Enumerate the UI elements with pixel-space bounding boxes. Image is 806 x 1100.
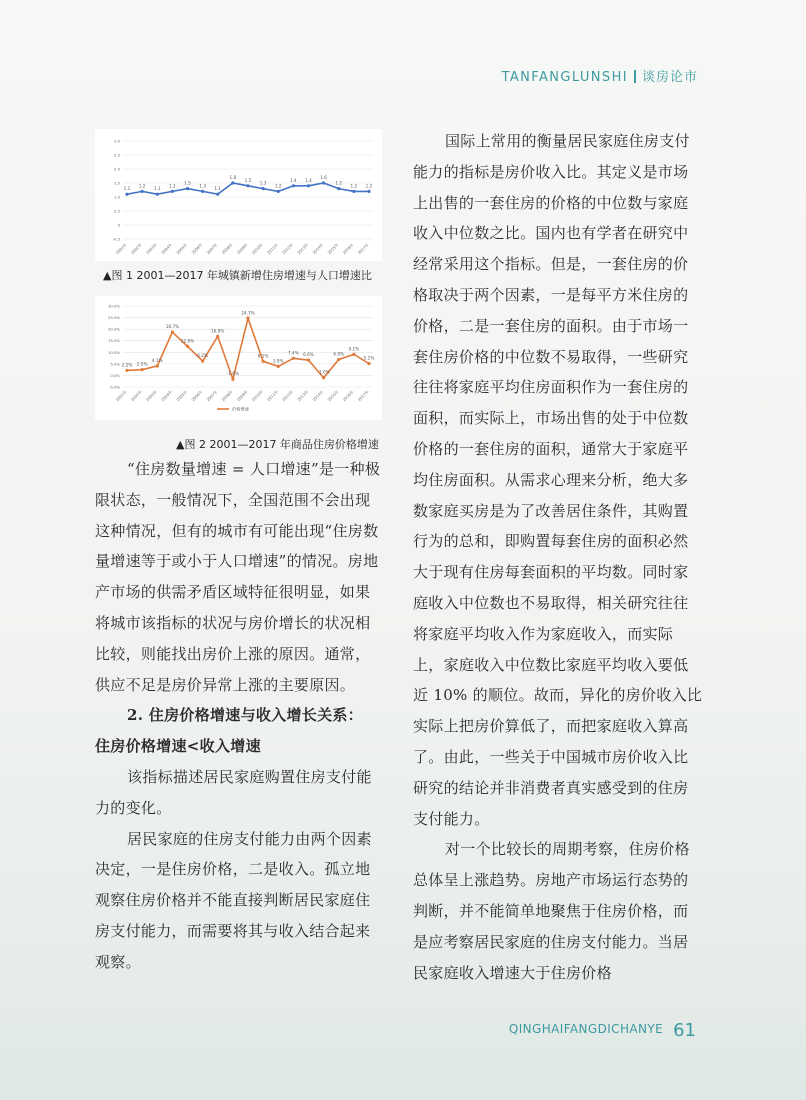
y-tick-label: 2.5 <box>113 152 120 158</box>
x-tick-label: 2002年 <box>129 389 143 403</box>
x-tick-label: 2010年 <box>250 389 264 403</box>
figure1-caption: ▲图 1 2001—2017 年城镇新增住房增速与人口增速比 <box>103 269 372 282</box>
data-label: 1.1 <box>153 186 161 192</box>
data-point <box>352 353 355 356</box>
data-point <box>262 360 265 363</box>
data-label: 16.9% <box>211 328 225 334</box>
series-line <box>127 318 369 379</box>
data-label: 1.5 <box>244 177 252 183</box>
header-divider <box>634 70 636 83</box>
data-label: 1.1 <box>214 186 222 192</box>
data-label: 6.9% <box>333 351 345 357</box>
data-label: 6.1% <box>257 353 269 359</box>
data-label: 1.1 <box>123 186 131 192</box>
x-tick-label: 2014年 <box>311 242 325 256</box>
data-label: 24.7% <box>241 310 255 316</box>
paragraph: 国际上常用的衡量居民家庭住房支付能力的指标是房价收入比。其定义是市场上出售的一套住房的价格的中位数与家庭收入中位数之比。国内也有学者在研究中经常采用这个指标。但是，一套住房的价格取决于两个因素，一是每平方米住房的价格，二是一套住房的面积。由于市场一套住房价格的中位数不易取得，一些研究往往将家庭平均住房面积作为一套住房的面积，而实际上，市场出售的处于中位数价格的一套住房的面积，通常大于家庭平均住房面积。从需求心理来分析，绝大多数家庭买房是为了改善居住条件，其购置行为的总和，即购置每套住房的面积必然大于现有住房每套面积的平均数。同时家庭收入中位数也不易取得，相关研究往往将家庭平均收入作为家庭收入，而实际上，家庭收入中位数比家庭平均收入要低近 10% 的顺位。故而，异化的房价收入比实际上把房价算低了，而把家庭收入算高了。由此，一些关于中国城市房价收入比研究的结论并非消费者真实感受到的住房支付能力。 <box>413 132 703 828</box>
x-tick-label: 2013年 <box>296 242 310 256</box>
y-tick-label: 1.0 <box>113 194 120 200</box>
figure2-caption: ▲图 2 2001—2017 年商品住房价格增速 <box>176 438 379 451</box>
x-tick-label: 2005年 <box>175 389 189 403</box>
y-tick-label: 0.0% <box>110 372 120 378</box>
paragraph: “住房数量增速 = 人口增速”是一种极限状态，一般情况下，全国范围不会出现这种情况，但有的城市有可能出现“住房数量增速等于或小于人口增速”的情况。房地产市场的供需矛盾区域特征很明显，如果将城市该指标的状况与房价增长的状况相比较，则能找出房价上涨的原因。通常，供应不足是房价异常上涨的主要原因。 <box>95 460 381 694</box>
y-tick-label: 2.0 <box>113 166 120 172</box>
x-tick-label: 2016年 <box>341 242 355 256</box>
y-tick-label: 5.0% <box>110 361 120 367</box>
y-tick-label: 30.0% <box>107 303 120 309</box>
x-tick-label: 2002年 <box>129 242 143 256</box>
legend-label: 价格增速 <box>232 406 249 412</box>
figure2-svg <box>95 296 382 420</box>
data-label: 1.2 <box>365 183 373 189</box>
data-point <box>277 365 280 368</box>
data-label: 1.2 <box>274 183 282 189</box>
figure2-chart <box>95 296 382 420</box>
data-point <box>216 335 219 338</box>
x-tick-label: 2003年 <box>144 389 158 403</box>
y-tick-label: 10.0% <box>107 349 120 355</box>
x-tick-label: 2012年 <box>281 242 295 256</box>
data-point <box>141 368 144 371</box>
data-point <box>246 184 249 187</box>
data-label: 6.6% <box>303 352 314 358</box>
x-tick-label: 2001年 <box>114 242 128 256</box>
data-point <box>125 369 128 372</box>
y-tick-label: 0 <box>117 222 120 228</box>
data-label: -1.0% <box>317 369 330 375</box>
data-label: 1.2 <box>350 183 358 189</box>
data-label: -1.6% <box>226 371 239 377</box>
data-point <box>231 378 234 381</box>
data-point <box>337 187 340 190</box>
data-point <box>292 357 295 360</box>
running-footer <box>509 1020 696 1041</box>
data-point <box>322 376 325 379</box>
paragraph: 对一个比较长的周期考察，住房价格总体呈上涨趋势。房地产市场运行态势的判断，并不能简单地聚焦于住房价格，而是应考察居民家庭的住房支付能力。当居民家庭收入增速大于住房价格 <box>413 840 690 982</box>
figure1-svg <box>95 129 382 261</box>
data-point <box>322 181 325 184</box>
data-label: 1.4 <box>290 177 297 183</box>
data-label: 5.1% <box>363 355 375 361</box>
x-tick-label: 2016年 <box>341 389 355 403</box>
paragraph: 2. 住房价格增速与收入增长关系： <box>127 706 363 725</box>
x-tick-label: 2007年 <box>205 389 219 403</box>
data-point <box>156 193 159 196</box>
data-label: 4.1% <box>151 357 163 363</box>
header-chinese: 谈房论市 <box>641 70 698 85</box>
x-tick-label: 2017年 <box>356 389 370 403</box>
paragraph: 住房价格增速<收入增速 <box>95 737 261 756</box>
x-tick-label: 2015年 <box>326 242 340 256</box>
y-tick-label: 25.0% <box>107 315 120 321</box>
data-point <box>201 359 204 362</box>
data-point <box>186 187 189 190</box>
x-tick-label: 2010年 <box>250 242 264 256</box>
x-tick-label: 2014年 <box>311 389 325 403</box>
x-tick-label: 2005年 <box>175 242 189 256</box>
x-tick-label: 2007年 <box>205 242 219 256</box>
x-tick-label: 2017年 <box>356 242 370 256</box>
data-point <box>352 190 355 193</box>
data-point <box>337 358 340 361</box>
data-label: 9.1% <box>348 346 360 352</box>
data-point <box>292 184 295 187</box>
x-tick-label: 2011年 <box>265 242 279 256</box>
data-label: 1.2 <box>138 183 146 189</box>
data-label: 1.2 <box>169 183 176 189</box>
x-tick-label: 2012年 <box>281 389 295 403</box>
data-label: 2.2% <box>121 362 133 368</box>
y-tick-label: 1.5 <box>113 180 120 186</box>
x-tick-label: 2009年 <box>235 389 249 403</box>
data-label: 3.9% <box>272 358 284 364</box>
x-tick-label: 2003年 <box>144 242 158 256</box>
y-tick-label: -5.0% <box>108 384 120 390</box>
x-tick-label: 2013年 <box>296 389 310 403</box>
data-label: 1.3 <box>199 183 206 189</box>
data-point <box>125 193 128 196</box>
running-header <box>502 66 698 85</box>
data-point <box>307 184 310 187</box>
data-point <box>246 317 249 320</box>
y-tick-label: -0.5 <box>112 236 120 242</box>
x-tick-label: 2006年 <box>190 242 204 256</box>
y-tick-label: 20.0% <box>107 326 120 332</box>
data-label: 18.7% <box>165 324 180 330</box>
x-tick-label: 2008年 <box>220 389 234 403</box>
data-label: 1.8 <box>229 175 237 180</box>
left-column <box>95 454 385 978</box>
figure1-chart <box>95 129 382 261</box>
data-point <box>201 190 204 193</box>
data-label: 1.5 <box>184 180 191 186</box>
y-tick-label: 15.0% <box>107 338 120 344</box>
data-label: 1.2 <box>335 180 343 186</box>
x-tick-label: 2009年 <box>235 242 249 256</box>
x-tick-label: 2001年 <box>114 389 128 403</box>
page-number: 61 <box>673 1020 696 1041</box>
data-point <box>277 190 280 193</box>
data-label: 1.4 <box>305 177 312 183</box>
data-label: 12.6% <box>180 338 195 344</box>
paragraph: 该指标描述居民家庭购置住房支付能力的变化。 <box>95 767 372 817</box>
x-tick-label: 2008年 <box>220 242 234 256</box>
header-english: TANFANGLUNSHI <box>501 70 628 85</box>
data-point <box>171 331 174 334</box>
data-point <box>216 193 219 196</box>
data-label: 6.2% <box>197 353 208 359</box>
data-label: 1.3 <box>259 180 267 186</box>
data-point <box>156 364 159 367</box>
data-point <box>367 362 370 365</box>
right-column <box>413 126 703 988</box>
x-tick-label: 2011年 <box>265 389 279 403</box>
data-point <box>186 345 189 348</box>
data-point <box>171 190 174 193</box>
data-label: 7.4% <box>288 350 299 356</box>
data-point <box>307 359 310 362</box>
y-tick-label: 3.0 <box>113 138 120 144</box>
x-tick-label: 2006年 <box>190 389 204 403</box>
data-point <box>262 187 265 190</box>
data-point <box>141 190 144 193</box>
paragraph: 居民家庭的住房支付能力由两个因素决定，一是住房价格，二是收入。孤立地观察住房价格并不能直接判断居民家庭住房支付能力，而需要将其与收入结合起来观察。 <box>95 829 372 971</box>
data-label: 1.6 <box>320 175 327 180</box>
y-tick-label: 0.5 <box>113 208 120 214</box>
x-tick-label: 2004年 <box>160 242 174 256</box>
data-point <box>231 181 234 184</box>
x-tick-label: 2004年 <box>160 389 174 403</box>
data-label: 2.5% <box>136 361 148 367</box>
data-point <box>367 190 370 193</box>
footer-magazine-name: QINGHAIFANGDICHANYE <box>508 1022 664 1036</box>
x-tick-label: 2015年 <box>326 389 340 403</box>
